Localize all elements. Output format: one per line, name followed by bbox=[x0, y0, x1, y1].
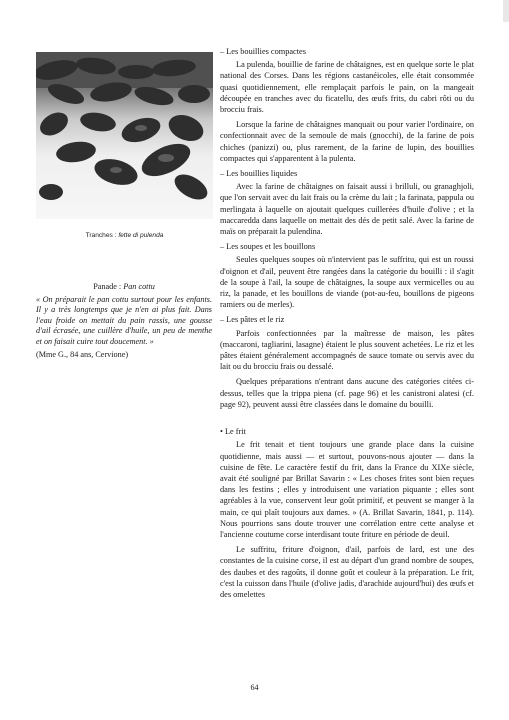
paragraph-pates-2: Quelques préparations n'entrant dans aucune des catégories citées ci-dessus, telles que la trippa piena (cf. page 96) et les canistroni alatesi (cf. page 92), peuvent aussi être classées dans le domaine du bouilli. bbox=[220, 377, 474, 409]
heading-frit: • Le frit bbox=[220, 427, 246, 437]
panade-attribution: (Mme G., 84 ans, Cervione) bbox=[36, 349, 129, 359]
paragraph-soupes-1: Seules quelques soupes où n'intervient pas le suffritu, qui est un roussi d'oignon et d'ail, peuvent être rangées dans la catégorie du bouilli : il s'agit de la soupe à l'ail, la soupe de châtaignes, la soupe aux vermicelles ou au riz, la panade, et les bouillons de viande (pot-au-feu, bouillons de pigeons ramiers ou de merles). bbox=[220, 255, 474, 310]
main-column bbox=[220, 46, 474, 604]
panade-sidebar bbox=[36, 282, 212, 360]
paragraph-frit-2: Le suffritu, friture d'oignon, d'ail, parfois de lard, est une des constantes de la cuisine corse, il est au départ d'un grand nombre de soupes, des daubes et des ragoûts, il donne goût et couleur à la préparation. Le frit, c'est la cuisson dans l'huile (d'olive jadis, d'arachide aujourd'hui) des œufs et des omelettes bbox=[220, 545, 474, 599]
paragraph-bouillies-compactes-1: La pulenda, bouillie de farine de châtaignes, est en quelque sorte le plat national des Corses. Dans les régions castanéicoles, elle était consommée quasi quotidiennement, elle remplaçait parfois le pain, on la mangeait découpée en tranches avec du ficatellu, des œufs frits, du cabri rôti ou du brocciu frais. bbox=[220, 60, 474, 115]
paragraph-pates-1: Parfois confectionnées par la maîtresse de maison, les pâtes (maccaroni, tagliarini, lasagne) étaient le plus souvent achetées. Le riz et les pâtes étaient généralement accompagnés de sauce tomate ou servis avec du lait ou du brocciu frais ou dessalé. bbox=[220, 328, 474, 372]
panade-title bbox=[36, 282, 212, 293]
section-gap bbox=[220, 414, 474, 426]
pulenda-slices-illustration bbox=[36, 52, 213, 219]
panade-title-prefix: Panade : bbox=[93, 282, 122, 291]
photo-caption bbox=[36, 232, 213, 239]
photo-caption-prefix: Tranches : bbox=[85, 232, 117, 239]
photo-caption-italic: fette di pulenda bbox=[118, 232, 164, 239]
heading-pates: – Les pâtes et le riz bbox=[220, 315, 285, 325]
panade-quote: « On préparait le pan cottu surtout pour les enfants. Il y a très longtemps que je n'en ai plus fait. Dans l'eau froide on mettait du pain rassis, une gousse d'ail écrasée, une cuillère d'huile, un peu de menthe et on faisait cuire tout doucement. » bbox=[36, 294, 212, 346]
heading-bouillies-compactes: – Les bouillies compactes bbox=[220, 47, 306, 56]
page-number: 64 bbox=[250, 683, 259, 692]
page-edge-mark bbox=[503, 0, 509, 22]
pulenda-slices-photo bbox=[36, 52, 213, 219]
paragraph-bouillies-compactes-2: Lorsque la farine de châtaignes manquait ou pour varier l'ordinaire, on confectionnait avec de la semoule de maïs (gnocchi), de la farine de pois chiches (panizzi) ou, plus rarement, de la farine de lupin, des bouillies compactes qui s'apparentent à la pulenta. bbox=[220, 120, 474, 163]
paragraph-frit-1: Le frit tenait et tient toujours une grande place dans la cuisine quotidienne, mais aussi — et surtout, pouvons-nous ajouter — dans la cuisine de fête. Le caractère festif du frit, dans la France du XIXe siècle, avait été souligné par Brillat Savarin : « Les choses frites sont bien reçues dans les festins ; elles y introduisent une variation piquante ; elles sont agréables à la vue, conservent leur goût primitif, et peuvent se manger à la main, ce qui plaît toujours aux dames. » (A. Brillat Savarin, 1841, p. 114). Nous pourrions sans doute trouver une corrélation entre cette analyse et l'ancienne coutume corse interdisant toute friture en période de deuil. bbox=[220, 440, 474, 539]
paragraph-bouillies-liquides-1: Avec la farine de châtaignes on faisait aussi i brilluli, ou granaghjoli, que l'on servait avec du lait frais ou la crème du lait ; la farinata, pappula ou merlingata à laquelle on ajoutait quelques cuillerées d'huile d'olive ; et la maccaredda dans laquelle on mettait des dés de petit salé. Avec la farine de maïs on préparait la pulendina. bbox=[220, 182, 474, 237]
heading-bouillies-liquides: – Les bouillies liquides bbox=[220, 169, 298, 179]
panade-title-italic: Pan cottu bbox=[123, 282, 155, 291]
heading-soupes: – Les soupes et les bouillons bbox=[220, 242, 316, 252]
